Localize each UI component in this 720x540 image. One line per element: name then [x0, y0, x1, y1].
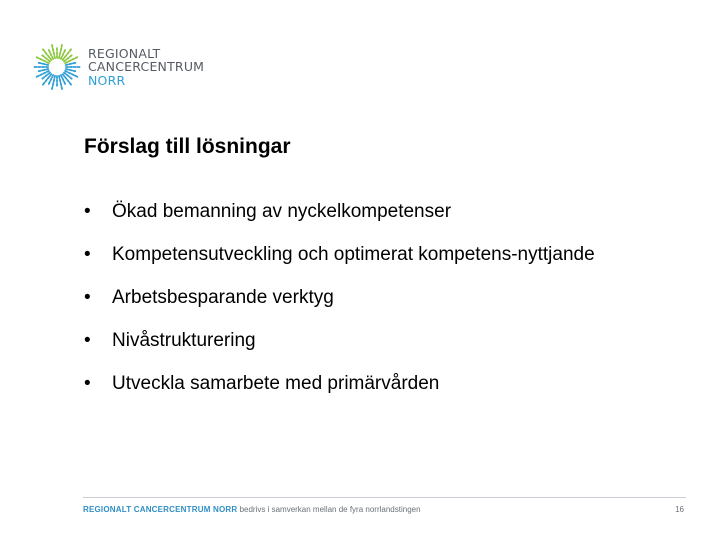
footer-tagline: bedrivs i samverkan mellan de fyra norrlandstingen — [237, 505, 421, 514]
bullet-marker: • — [84, 373, 91, 394]
page-number: 16 — [675, 505, 684, 514]
logo-line-cancercentrum: CANCERCENTRUM — [88, 59, 205, 75]
footer-brand: REGIONALT CANCERCENTRUM NORR — [83, 505, 238, 514]
bullet-marker: • — [84, 330, 91, 351]
bullet-marker: • — [84, 201, 91, 222]
bullet-item — [84, 200, 644, 224]
bullet-list — [84, 200, 644, 415]
bullet-item — [84, 329, 644, 353]
bullet-text: Nivåstrukturering — [112, 330, 256, 351]
slide-title: Förslag till lösningar — [84, 135, 291, 158]
bullet-marker: • — [84, 287, 91, 308]
bullet-marker: • — [84, 244, 91, 265]
bullet-text: Ökad bemanning av nyckelkompetenser — [112, 201, 452, 222]
sunburst-logo-icon — [32, 42, 82, 92]
bullet-text: Kompetensutveckling och optimerat kompetens-nyttjande — [112, 244, 595, 265]
footer-divider — [83, 497, 686, 498]
bullet-item — [84, 243, 644, 267]
bullet-item — [84, 372, 644, 396]
logo-line-regionalt: REGIONALT — [88, 45, 161, 61]
rcc-norr-logo — [32, 42, 204, 92]
bullet-text: Arbetsbesparande verktyg — [112, 287, 334, 308]
bullet-item — [84, 286, 644, 310]
logo-line-norr: NORR — [88, 72, 126, 88]
logo-wordmark — [88, 47, 204, 88]
footer — [83, 505, 686, 514]
bullet-text: Utveckla samarbete med primärvården — [112, 373, 440, 394]
